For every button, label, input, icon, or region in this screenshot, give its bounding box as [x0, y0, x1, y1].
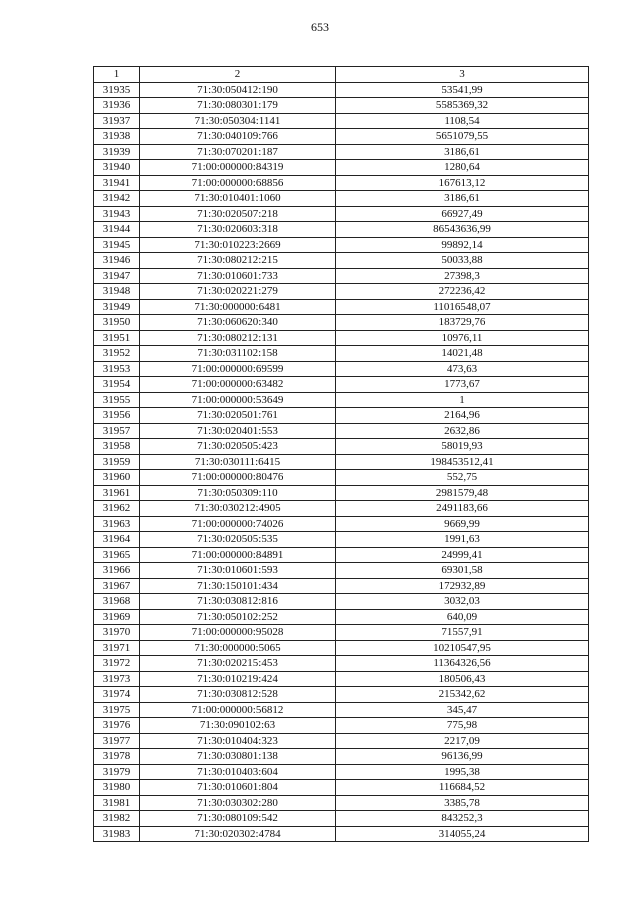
cadastral-number-cell: 71:30:000000:5065 [140, 640, 336, 656]
table-row [94, 191, 589, 207]
row-number-cell: 31951 [94, 330, 140, 346]
row-number-cell: 31975 [94, 702, 140, 718]
row-number-cell: 31973 [94, 671, 140, 687]
cadastral-number-cell: 71:30:030812:816 [140, 594, 336, 610]
value-cell: 552,75 [336, 470, 589, 486]
table-row [94, 547, 589, 563]
row-number-cell: 31959 [94, 454, 140, 470]
table-row [94, 594, 589, 610]
cadastral-number-cell: 71:30:080301:179 [140, 98, 336, 114]
row-number-cell: 31946 [94, 253, 140, 269]
table-row [94, 795, 589, 811]
row-number-cell: 31971 [94, 640, 140, 656]
row-number-cell: 31978 [94, 749, 140, 765]
table-row [94, 408, 589, 424]
value-cell: 198453512,41 [336, 454, 589, 470]
row-number-cell: 31981 [94, 795, 140, 811]
row-number-cell: 31945 [94, 237, 140, 253]
table-row [94, 656, 589, 672]
value-cell: 3186,61 [336, 191, 589, 207]
table-row [94, 82, 589, 98]
value-cell: 775,98 [336, 718, 589, 734]
table-row [94, 563, 589, 579]
table-row [94, 454, 589, 470]
cadastral-number-cell: 71:30:080109:542 [140, 811, 336, 827]
value-cell: 2217,09 [336, 733, 589, 749]
table-row [94, 671, 589, 687]
value-cell: 14021,48 [336, 346, 589, 362]
cadastral-number-cell: 71:30:030212:4905 [140, 501, 336, 517]
cadastral-number-cell: 71:30:050412:190 [140, 82, 336, 98]
table-row [94, 749, 589, 765]
table-row [94, 206, 589, 222]
row-number-cell: 31940 [94, 160, 140, 176]
data-table [93, 66, 589, 842]
row-number-cell: 31976 [94, 718, 140, 734]
value-cell: 58019,93 [336, 439, 589, 455]
cadastral-number-cell: 71:30:020302:4784 [140, 826, 336, 842]
row-number-cell: 31974 [94, 687, 140, 703]
table-row [94, 423, 589, 439]
cadastral-number-cell: 71:30:040109:766 [140, 129, 336, 145]
value-cell: 1773,67 [336, 377, 589, 393]
table-row [94, 501, 589, 517]
cadastral-number-cell: 71:30:020401:553 [140, 423, 336, 439]
value-cell: 215342,62 [336, 687, 589, 703]
value-cell: 24999,41 [336, 547, 589, 563]
cadastral-number-cell: 71:00:000000:84891 [140, 547, 336, 563]
value-cell: 5585369,32 [336, 98, 589, 114]
cadastral-number-cell: 71:30:010401:1060 [140, 191, 336, 207]
row-number-cell: 31941 [94, 175, 140, 191]
cadastral-number-cell: 71:30:050309:110 [140, 485, 336, 501]
table-row [94, 470, 589, 486]
row-number-cell: 31943 [94, 206, 140, 222]
value-cell: 345,47 [336, 702, 589, 718]
row-number-cell: 31968 [94, 594, 140, 610]
cadastral-number-cell: 71:30:020215:453 [140, 656, 336, 672]
table-body [94, 82, 589, 842]
page-number: 653 [311, 20, 329, 34]
table-row [94, 299, 589, 315]
value-cell: 2981579,48 [336, 485, 589, 501]
row-number-cell: 31944 [94, 222, 140, 238]
value-cell: 11364326,56 [336, 656, 589, 672]
table-row [94, 578, 589, 594]
table-row [94, 175, 589, 191]
table-row [94, 733, 589, 749]
row-number-cell: 31955 [94, 392, 140, 408]
cadastral-number-cell: 71:30:030812:528 [140, 687, 336, 703]
cadastral-number-cell: 71:30:010223:2669 [140, 237, 336, 253]
row-number-cell: 31961 [94, 485, 140, 501]
table-row [94, 485, 589, 501]
table-row [94, 222, 589, 238]
cadastral-number-cell: 71:00:000000:53649 [140, 392, 336, 408]
table-row [94, 144, 589, 160]
column-header-3: 3 [336, 67, 589, 83]
row-number-cell: 31947 [94, 268, 140, 284]
cadastral-number-cell: 71:30:070201:187 [140, 144, 336, 160]
value-cell: 5651079,55 [336, 129, 589, 145]
row-number-cell: 31980 [94, 780, 140, 796]
cadastral-number-cell: 71:00:000000:95028 [140, 625, 336, 641]
row-number-cell: 31969 [94, 609, 140, 625]
value-cell: 180506,43 [336, 671, 589, 687]
cadastral-number-cell: 71:30:080212:131 [140, 330, 336, 346]
value-cell: 3385,78 [336, 795, 589, 811]
value-cell: 172932,89 [336, 578, 589, 594]
row-number-cell: 31950 [94, 315, 140, 331]
cadastral-number-cell: 71:30:050304:1141 [140, 113, 336, 129]
value-cell: 86543636,99 [336, 222, 589, 238]
value-cell: 183729,76 [336, 315, 589, 331]
value-cell: 11016548,07 [336, 299, 589, 315]
value-cell: 640,09 [336, 609, 589, 625]
cadastral-number-cell: 71:30:010219:424 [140, 671, 336, 687]
table-row [94, 98, 589, 114]
value-cell: 1 [336, 392, 589, 408]
row-number-cell: 31954 [94, 377, 140, 393]
value-cell: 3186,61 [336, 144, 589, 160]
row-number-cell: 31967 [94, 578, 140, 594]
row-number-cell: 31964 [94, 532, 140, 548]
cadastral-number-cell: 71:30:050102:252 [140, 609, 336, 625]
value-cell: 10210547,95 [336, 640, 589, 656]
value-cell: 71557,91 [336, 625, 589, 641]
table-row [94, 377, 589, 393]
value-cell: 1991,63 [336, 532, 589, 548]
column-header-2: 2 [140, 67, 336, 83]
cadastral-number-cell: 71:30:020505:423 [140, 439, 336, 455]
table-row [94, 718, 589, 734]
value-cell: 2491183,66 [336, 501, 589, 517]
table-row [94, 516, 589, 532]
value-cell: 96136,99 [336, 749, 589, 765]
value-cell: 1108,54 [336, 113, 589, 129]
table-row [94, 392, 589, 408]
table-row [94, 609, 589, 625]
table-row [94, 113, 589, 129]
row-number-cell: 31979 [94, 764, 140, 780]
row-number-cell: 31948 [94, 284, 140, 300]
row-number-cell: 31949 [94, 299, 140, 315]
value-cell: 66927,49 [336, 206, 589, 222]
cadastral-number-cell: 71:30:031102:158 [140, 346, 336, 362]
header-row [94, 67, 589, 83]
cadastral-number-cell: 71:30:090102:63 [140, 718, 336, 734]
row-number-cell: 31963 [94, 516, 140, 532]
cadastral-number-cell: 71:30:030111:6415 [140, 454, 336, 470]
table-row [94, 811, 589, 827]
table-row [94, 346, 589, 362]
table-row [94, 640, 589, 656]
value-cell: 9669,99 [336, 516, 589, 532]
cadastral-number-cell: 71:00:000000:80476 [140, 470, 336, 486]
value-cell: 2164,96 [336, 408, 589, 424]
table-row [94, 237, 589, 253]
cadastral-number-cell: 71:00:000000:56812 [140, 702, 336, 718]
cadastral-number-cell: 71:30:020501:761 [140, 408, 336, 424]
row-number-cell: 31942 [94, 191, 140, 207]
table-row [94, 129, 589, 145]
cadastral-number-cell: 71:30:020505:535 [140, 532, 336, 548]
cadastral-number-cell: 71:30:010601:593 [140, 563, 336, 579]
row-number-cell: 31936 [94, 98, 140, 114]
cadastral-number-cell: 71:30:010601:804 [140, 780, 336, 796]
table-row [94, 439, 589, 455]
cadastral-number-cell: 71:30:020507:218 [140, 206, 336, 222]
table-header [94, 67, 589, 83]
cadastral-number-cell: 71:30:000000:6481 [140, 299, 336, 315]
row-number-cell: 31939 [94, 144, 140, 160]
table-row [94, 330, 589, 346]
cadastral-number-cell: 71:30:020603:318 [140, 222, 336, 238]
row-number-cell: 31938 [94, 129, 140, 145]
cadastral-number-cell: 71:00:000000:63482 [140, 377, 336, 393]
value-cell: 843252,3 [336, 811, 589, 827]
cadastral-number-cell: 71:30:060620:340 [140, 315, 336, 331]
table-row [94, 253, 589, 269]
table-row [94, 826, 589, 842]
cadastral-number-cell: 71:00:000000:68856 [140, 175, 336, 191]
table-row [94, 160, 589, 176]
value-cell: 116684,52 [336, 780, 589, 796]
value-cell: 53541,99 [336, 82, 589, 98]
cadastral-number-cell: 71:30:010404:323 [140, 733, 336, 749]
row-number-cell: 31935 [94, 82, 140, 98]
table-row [94, 764, 589, 780]
table-row [94, 532, 589, 548]
table-row [94, 361, 589, 377]
table-row [94, 780, 589, 796]
value-cell: 69301,58 [336, 563, 589, 579]
value-cell: 314055,24 [336, 826, 589, 842]
value-cell: 10976,11 [336, 330, 589, 346]
table-row [94, 687, 589, 703]
value-cell: 167613,12 [336, 175, 589, 191]
row-number-cell: 31970 [94, 625, 140, 641]
cadastral-number-cell: 71:30:030302:280 [140, 795, 336, 811]
row-number-cell: 31937 [94, 113, 140, 129]
table-row [94, 625, 589, 641]
cadastral-number-cell: 71:30:150101:434 [140, 578, 336, 594]
cadastral-number-cell: 71:30:020221:279 [140, 284, 336, 300]
row-number-cell: 31960 [94, 470, 140, 486]
row-number-cell: 31953 [94, 361, 140, 377]
value-cell: 1995,38 [336, 764, 589, 780]
cadastral-number-cell: 71:30:030801:138 [140, 749, 336, 765]
value-cell: 2632,86 [336, 423, 589, 439]
table-row [94, 284, 589, 300]
row-number-cell: 31962 [94, 501, 140, 517]
row-number-cell: 31958 [94, 439, 140, 455]
table-row [94, 268, 589, 284]
cadastral-number-cell: 71:30:010601:733 [140, 268, 336, 284]
row-number-cell: 31977 [94, 733, 140, 749]
cadastral-number-cell: 71:30:080212:215 [140, 253, 336, 269]
cadastral-number-cell: 71:00:000000:69599 [140, 361, 336, 377]
value-cell: 272236,42 [336, 284, 589, 300]
row-number-cell: 31972 [94, 656, 140, 672]
table-row [94, 702, 589, 718]
column-header-1: 1 [94, 67, 140, 83]
row-number-cell: 31956 [94, 408, 140, 424]
row-number-cell: 31952 [94, 346, 140, 362]
value-cell: 473,63 [336, 361, 589, 377]
cadastral-number-cell: 71:30:010403:604 [140, 764, 336, 780]
row-number-cell: 31983 [94, 826, 140, 842]
table-row [94, 315, 589, 331]
value-cell: 99892,14 [336, 237, 589, 253]
value-cell: 1280,64 [336, 160, 589, 176]
row-number-cell: 31957 [94, 423, 140, 439]
cadastral-number-cell: 71:00:000000:74026 [140, 516, 336, 532]
row-number-cell: 31965 [94, 547, 140, 563]
value-cell: 50033,88 [336, 253, 589, 269]
value-cell: 27398,3 [336, 268, 589, 284]
row-number-cell: 31966 [94, 563, 140, 579]
cadastral-number-cell: 71:00:000000:84319 [140, 160, 336, 176]
row-number-cell: 31982 [94, 811, 140, 827]
value-cell: 3032,03 [336, 594, 589, 610]
